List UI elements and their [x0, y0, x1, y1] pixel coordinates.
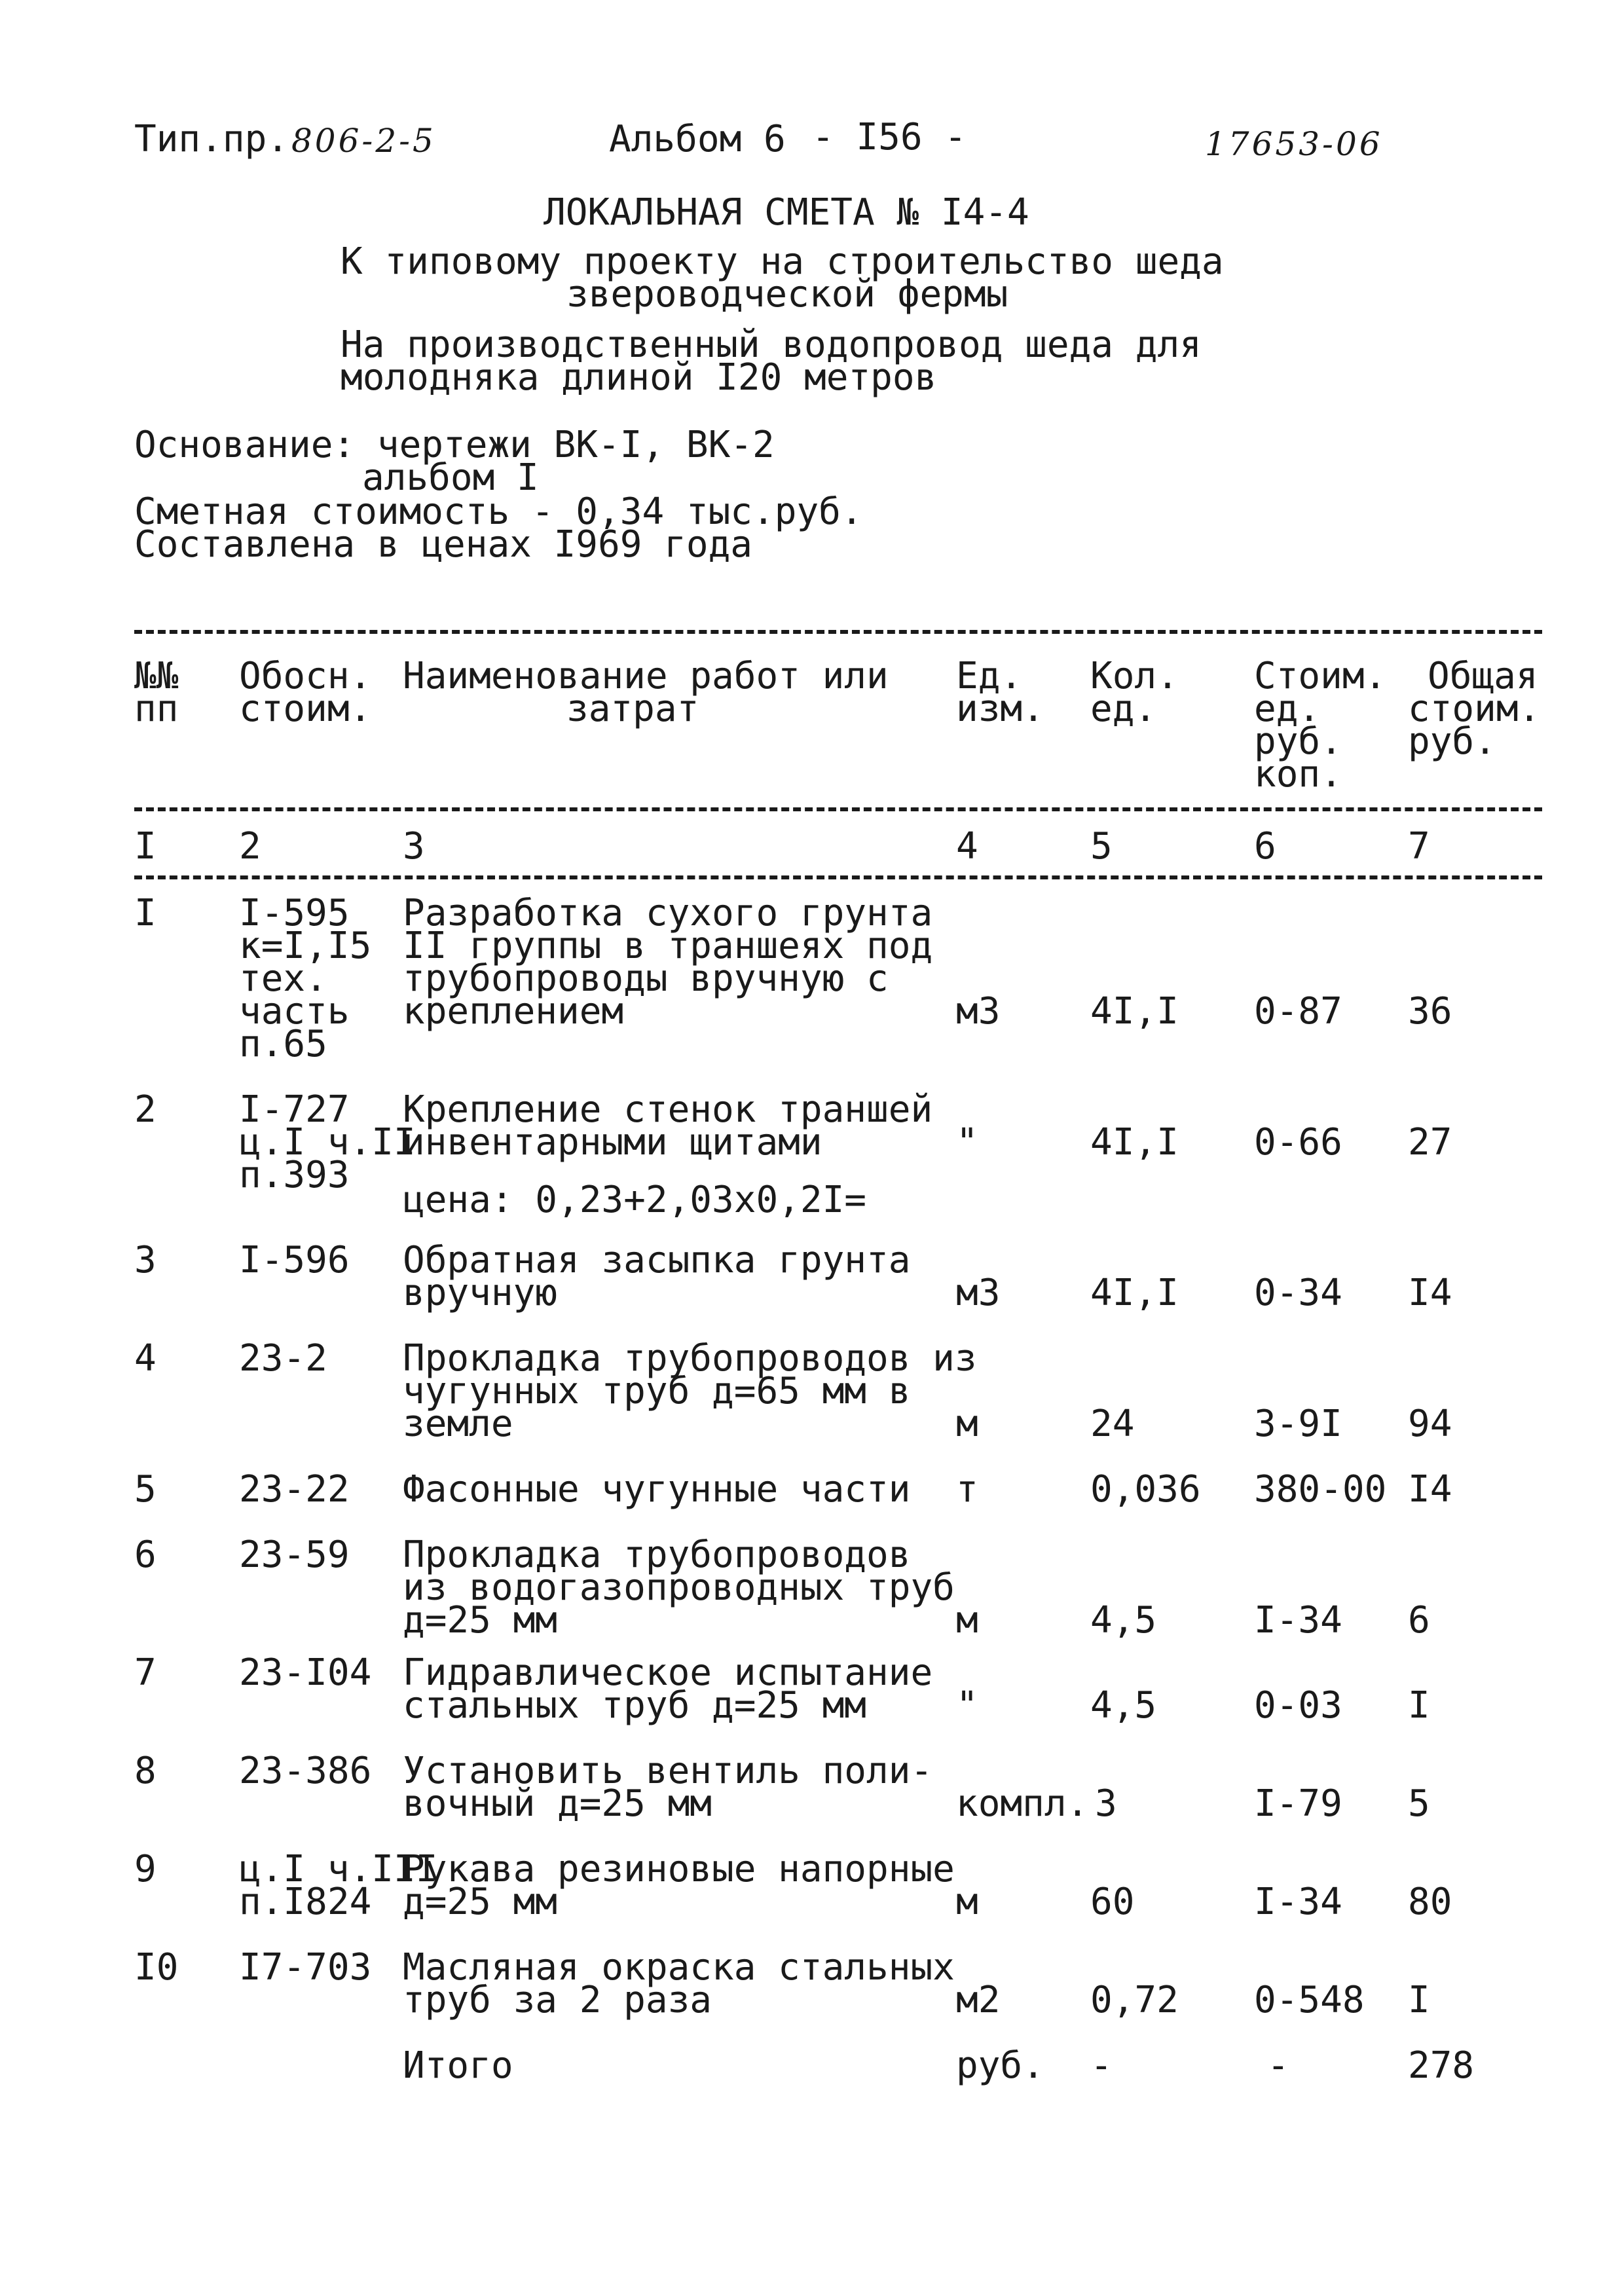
row-basis: 23-2 [239, 1337, 327, 1380]
header-bottom-rule [134, 807, 1542, 811]
row-basis: I7-703 [239, 1946, 372, 1989]
row-quantity: 4I,I [1090, 990, 1179, 1033]
row-quantity: 4I,I [1090, 1121, 1179, 1164]
row-unit: " [956, 1121, 978, 1164]
column-number: 2 [239, 825, 261, 868]
total-label: Итого [403, 2044, 513, 2087]
row-number: 8 [134, 1750, 157, 1792]
title-line-4: молодняка длиной I20 метров [341, 356, 937, 399]
row-unit-price: 0-66 [1254, 1121, 1342, 1164]
title-line-3: На производственный водопровод шеда для [341, 323, 1202, 366]
row-work-name: Разработка сухого грунта II группы в траншеях под трубопроводы вручную с креплением [403, 892, 933, 1033]
header-col-3: Наименование работ или затрат [403, 655, 889, 730]
row-quantity: 0,72 [1090, 1979, 1179, 2021]
header-col-6: Стоим. ед. руб. коп. [1254, 655, 1387, 796]
document-number: 17653-06 [1205, 125, 1383, 163]
row-work-name: Гидравлическое испытание стальных труб д=25 мм [403, 1651, 933, 1727]
column-number: 6 [1254, 825, 1276, 868]
row-unit: м3 [956, 990, 1001, 1033]
row-quantity: 4,5 [1090, 1684, 1157, 1727]
grand-total: 278 [1408, 2044, 1475, 2087]
row-unit-price: 0-34 [1254, 1272, 1342, 1314]
row-number: 9 [134, 1848, 157, 1890]
row-number: 7 [134, 1651, 157, 1694]
row-quantity: 4,5 [1090, 1599, 1157, 1642]
row-number: 3 [134, 1239, 157, 1281]
column-number: 4 [956, 825, 978, 868]
row-basis: 23-386 [239, 1750, 372, 1792]
row-work-name: Крепление стенок траншей инвентарными щитами [403, 1088, 933, 1164]
row-number: 4 [134, 1337, 157, 1380]
row-total: 80 [1408, 1881, 1452, 1923]
row-basis: 23-I04 [239, 1651, 372, 1694]
basis-line-1: Основание: чертежи ВК-I, ВК-2 [134, 424, 775, 466]
row-unit-price: I-79 [1254, 1782, 1342, 1825]
row-work-name: Фасонные чугунные части [403, 1468, 911, 1511]
row-unit: " [956, 1684, 978, 1727]
total-unit: руб. [956, 2044, 1044, 2087]
row-work-name: Прокладка трубопроводов из водогазопроводных труб д=25 мм [403, 1534, 955, 1642]
row-basis: I-727 ц.I ч.II п.393 [239, 1088, 416, 1196]
row-unit-price: 0-548 [1254, 1979, 1365, 2021]
row-quantity: 60 [1090, 1881, 1135, 1923]
type-label: Тип.пр. [134, 118, 289, 160]
header-col-4: Ед. изм. [956, 655, 1044, 730]
row-unit-price: I-34 [1254, 1599, 1342, 1642]
total-unit-price: - [1267, 2044, 1289, 2087]
project-number: 806-2-5 [291, 122, 436, 160]
row-quantity: 3 [1095, 1782, 1117, 1825]
row-total: 27 [1408, 1121, 1452, 1164]
row-basis: I-595 к=I,I5 тех. часть п.65 [239, 892, 372, 1065]
title-line-1: К типовому проекту на строительство шеда [341, 240, 1224, 283]
row-unit-price: 0-03 [1254, 1684, 1342, 1727]
row-quantity: 4I,I [1090, 1272, 1179, 1314]
header-col-1: №№ пп [134, 655, 179, 730]
row-unit: м [956, 1881, 978, 1923]
row-unit: м2 [956, 1979, 1001, 2021]
row-number: 5 [134, 1468, 157, 1511]
page-number: - I56 - [812, 116, 967, 158]
row-unit: м [956, 1403, 978, 1445]
title-line-2: звероводческой фермы [566, 273, 1008, 316]
row-work-name: Прокладка трубопроводов из чугунных труб д=65 мм в земле [403, 1337, 977, 1445]
basis-line-2: альбом I [362, 456, 539, 499]
row-number: 2 [134, 1088, 157, 1131]
column-number: 7 [1408, 825, 1430, 868]
row-total: 94 [1408, 1403, 1452, 1445]
row-basis: I-596 [239, 1239, 350, 1281]
row-number: I0 [134, 1946, 179, 1989]
table-top-rule [134, 630, 1542, 634]
row-total: 5 [1408, 1782, 1430, 1825]
row-total: I [1408, 1979, 1430, 2021]
row-basis: 23-59 [239, 1534, 350, 1576]
row-number: 6 [134, 1534, 157, 1576]
row-total: I4 [1408, 1468, 1452, 1511]
row-unit-price: 3-9I [1254, 1403, 1342, 1445]
row-number: I [134, 892, 157, 934]
row-work-name: Обратная засыпка грунта вручную [403, 1239, 911, 1314]
row-basis: 23-22 [239, 1468, 350, 1511]
row-unit-price: 380-00 [1254, 1468, 1387, 1511]
price-base: Составлена в ценах I969 года [134, 523, 753, 566]
row-unit: м [956, 1599, 978, 1642]
header-col-2: Обосн. стоим. [239, 655, 372, 730]
header-col-5: Кол. ед. [1090, 655, 1179, 730]
row-unit: компл. [956, 1782, 1089, 1825]
row-unit-price: I-34 [1254, 1881, 1342, 1923]
row-work-name: Масляная окраска стальных труб за 2 раза [403, 1946, 955, 2021]
row-total: I4 [1408, 1272, 1452, 1314]
album-label: Альбом 6 [609, 118, 786, 160]
estimated-cost: Сметная стоимость - 0,34 тыс.руб. [134, 490, 863, 533]
row-unit: т [956, 1468, 978, 1511]
row-unit-price: 0-87 [1254, 990, 1342, 1033]
row-total: 6 [1408, 1599, 1430, 1642]
row-total: I [1408, 1684, 1430, 1727]
header-col-7: Общая стоим. руб. [1408, 655, 1541, 763]
row-quantity: 0,036 [1090, 1468, 1201, 1511]
row-total: 36 [1408, 990, 1452, 1033]
row-work-name: Установить вентиль поли- вочный д=25 мм [403, 1750, 933, 1825]
row-unit: м3 [956, 1272, 1001, 1314]
total-quantity: - [1090, 2044, 1113, 2087]
row-price-note: цена: 0,23+2,03x0,2I= [403, 1179, 867, 1221]
column-number: I [134, 825, 157, 868]
column-number: 3 [403, 825, 425, 868]
document-title: ЛОКАЛЬНАЯ СМЕТА № I4-4 [544, 191, 1029, 234]
row-basis: ц.I ч.III п.I824 [239, 1848, 438, 1923]
column-number: 5 [1090, 825, 1113, 868]
row-work-name: Рукава резиновые напорные д=25 мм [403, 1848, 955, 1923]
numbers-bottom-rule [134, 875, 1542, 879]
row-quantity: 24 [1090, 1403, 1135, 1445]
